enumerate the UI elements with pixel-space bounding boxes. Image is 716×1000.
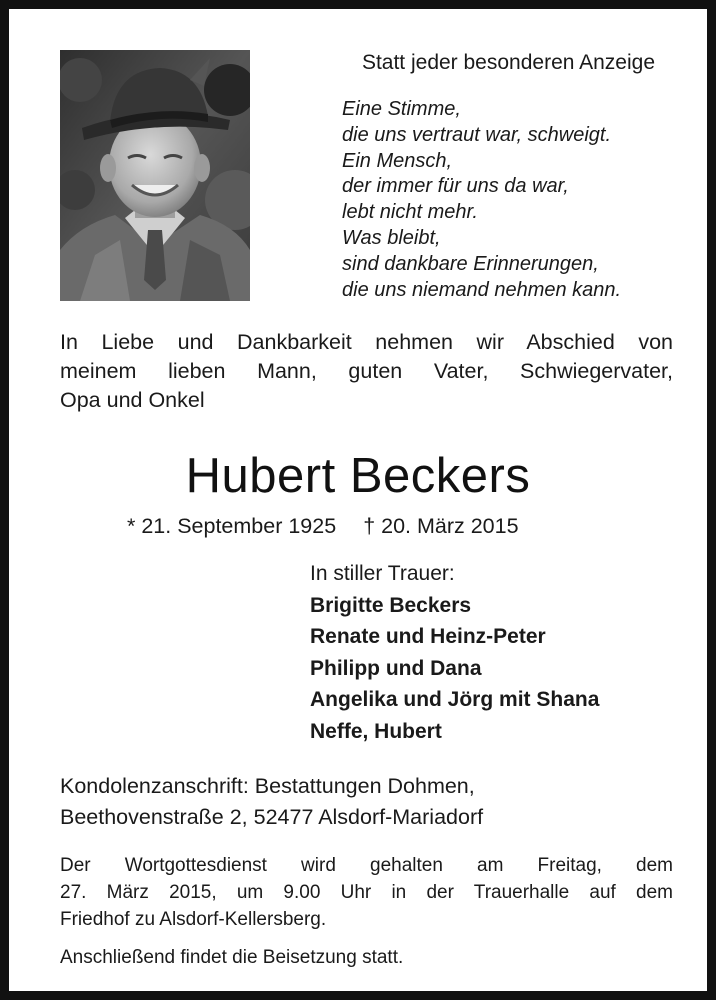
birth-date: * 21. September 1925 <box>127 514 337 538</box>
farewell-text <box>60 328 673 415</box>
service-line: Friedhof zu Alsdorf-Kellersberg. <box>60 909 327 930</box>
service-line: Der Wortgottesdienst wird gehalten am Freitag, dem <box>60 855 673 876</box>
poem-line: Eine Stimme, <box>342 98 461 120</box>
burial-note: Anschließend findet die Beisetzung statt. <box>60 947 404 968</box>
poem-line: Ein Mensch, <box>342 149 453 172</box>
poem-line: der immer für uns da war, <box>342 175 569 198</box>
poem-line: die uns niemand nehmen kann. <box>342 278 622 301</box>
farewell-line: In Liebe und Dankbarkeit nehmen wir Abschied von <box>60 330 673 354</box>
mourner-name: Renate und Heinz-Peter <box>310 625 546 648</box>
mourner-name: Angelika und Jörg mit Shana <box>310 688 600 711</box>
service-line: 27. März 2015, um 9.00 Uhr in der Trauerhalle auf dem <box>60 882 673 903</box>
poem-line: lebt nicht mehr. <box>342 201 478 224</box>
mourning-lead: In stiller Trauer: <box>310 562 455 585</box>
death-date: † 20. März 2015 <box>363 514 519 538</box>
poem-line: Was bleibt, <box>342 226 441 249</box>
mourners-list <box>310 558 599 747</box>
mourner-name: Brigitte Beckers <box>310 593 472 617</box>
condolence-address <box>60 771 483 833</box>
memorial-poem <box>342 97 621 303</box>
mourner-name: Philipp und Dana <box>310 656 482 680</box>
farewell-line: Opa und Onkel <box>60 388 205 412</box>
condolence-line: Kondolenzanschrift: Bestattungen Dohmen, <box>60 774 475 798</box>
poem-line: sind dankbare Erinnerungen, <box>342 252 599 275</box>
service-details <box>60 852 673 933</box>
farewell-line: meinem lieben Mann, guten Vater, Schwiegervater, <box>60 359 673 383</box>
mourner-name: Neffe, Hubert <box>310 719 442 743</box>
condolence-line: Beethovenstraße 2, 52477 Alsdorf-Mariadorf <box>60 805 484 829</box>
portrait-photo <box>60 50 250 301</box>
life-dates <box>127 513 519 540</box>
header-note: Statt jeder besonderen Anzeige <box>361 51 655 74</box>
deceased-name: Hubert Beckers <box>185 449 531 503</box>
poem-line: die uns vertraut war, schweigt. <box>342 123 612 146</box>
